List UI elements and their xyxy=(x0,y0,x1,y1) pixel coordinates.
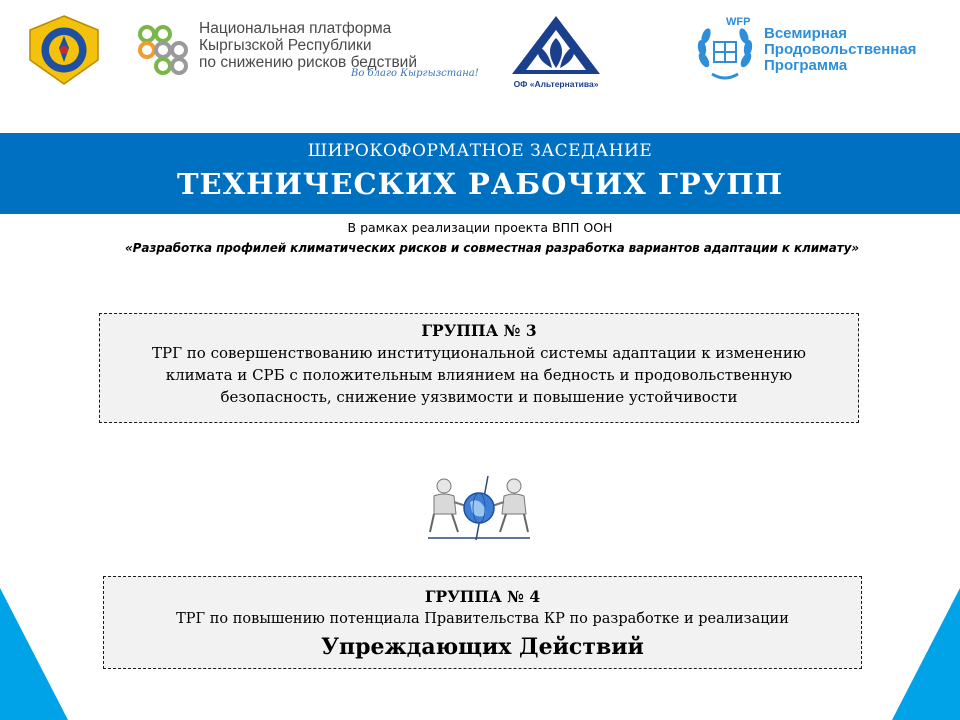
corner-decoration-right xyxy=(892,588,960,720)
group-title: ГРУППА № 4 xyxy=(424,587,541,606)
logo-row xyxy=(0,0,960,100)
video-conference-icon xyxy=(422,472,536,542)
wfp-wreath-icon xyxy=(694,20,756,82)
alternativa-logo xyxy=(508,12,604,90)
group-emphasis: Упреждающих Действий xyxy=(321,634,644,660)
title-banner xyxy=(0,133,960,214)
wfp-abbreviation: WFP xyxy=(726,16,751,28)
mchs-emblem-icon xyxy=(24,14,104,86)
group-4-box xyxy=(103,576,862,669)
wfp-logo xyxy=(694,12,944,92)
np-line: по снижению рисков бедствий xyxy=(199,54,417,71)
group-description xyxy=(104,608,861,630)
wfp-name xyxy=(764,26,944,74)
group-description-line: безопасность, снижение уязвимости и повышение устойчивости xyxy=(220,388,738,406)
corner-decoration-left xyxy=(0,588,68,720)
wfp-name-line: Продовольственная xyxy=(764,41,917,58)
group-description xyxy=(100,342,858,408)
clover-knot-icon xyxy=(133,20,197,80)
national-platform-name xyxy=(199,20,499,71)
project-intro: В рамках реализации проекта ВПП ООН xyxy=(347,220,613,235)
wfp-name-line: Всемирная xyxy=(764,25,847,42)
group-3-box xyxy=(99,313,859,423)
group-description-line: ТРГ по повышению потенциала Правительства КР по разработке и реализации xyxy=(176,611,789,627)
np-line: Национальная платформа xyxy=(199,20,392,37)
np-slogan: Во благо Кыргызстана! xyxy=(351,68,479,79)
banner-subtitle: ШИРОКОФОРМАТНОЕ ЗАСЕДАНИЕ xyxy=(307,141,653,161)
np-line: Кыргызской Республики xyxy=(199,37,372,54)
wfp-name-line: Программа xyxy=(764,57,848,74)
project-title: «Разработка профилей климатических рисков и совместная разработка вариантов адаптации к климату» xyxy=(124,241,860,255)
group-description-line: климата и СРБ с положительным влиянием на бедность и продовольственную xyxy=(165,366,793,384)
alternativa-caption: ОФ «Альтернатива» xyxy=(513,79,599,89)
group-description-line: ТРГ по совершенствованию институциональной системы адаптации к изменению xyxy=(152,344,806,362)
mountain-leaf-icon xyxy=(508,12,604,78)
national-platform-logo xyxy=(133,14,493,86)
banner-title: ТЕХНИЧЕСКИХ РАБОЧИХ ГРУПП xyxy=(176,167,784,201)
group-title: ГРУППА № 3 xyxy=(421,321,537,340)
